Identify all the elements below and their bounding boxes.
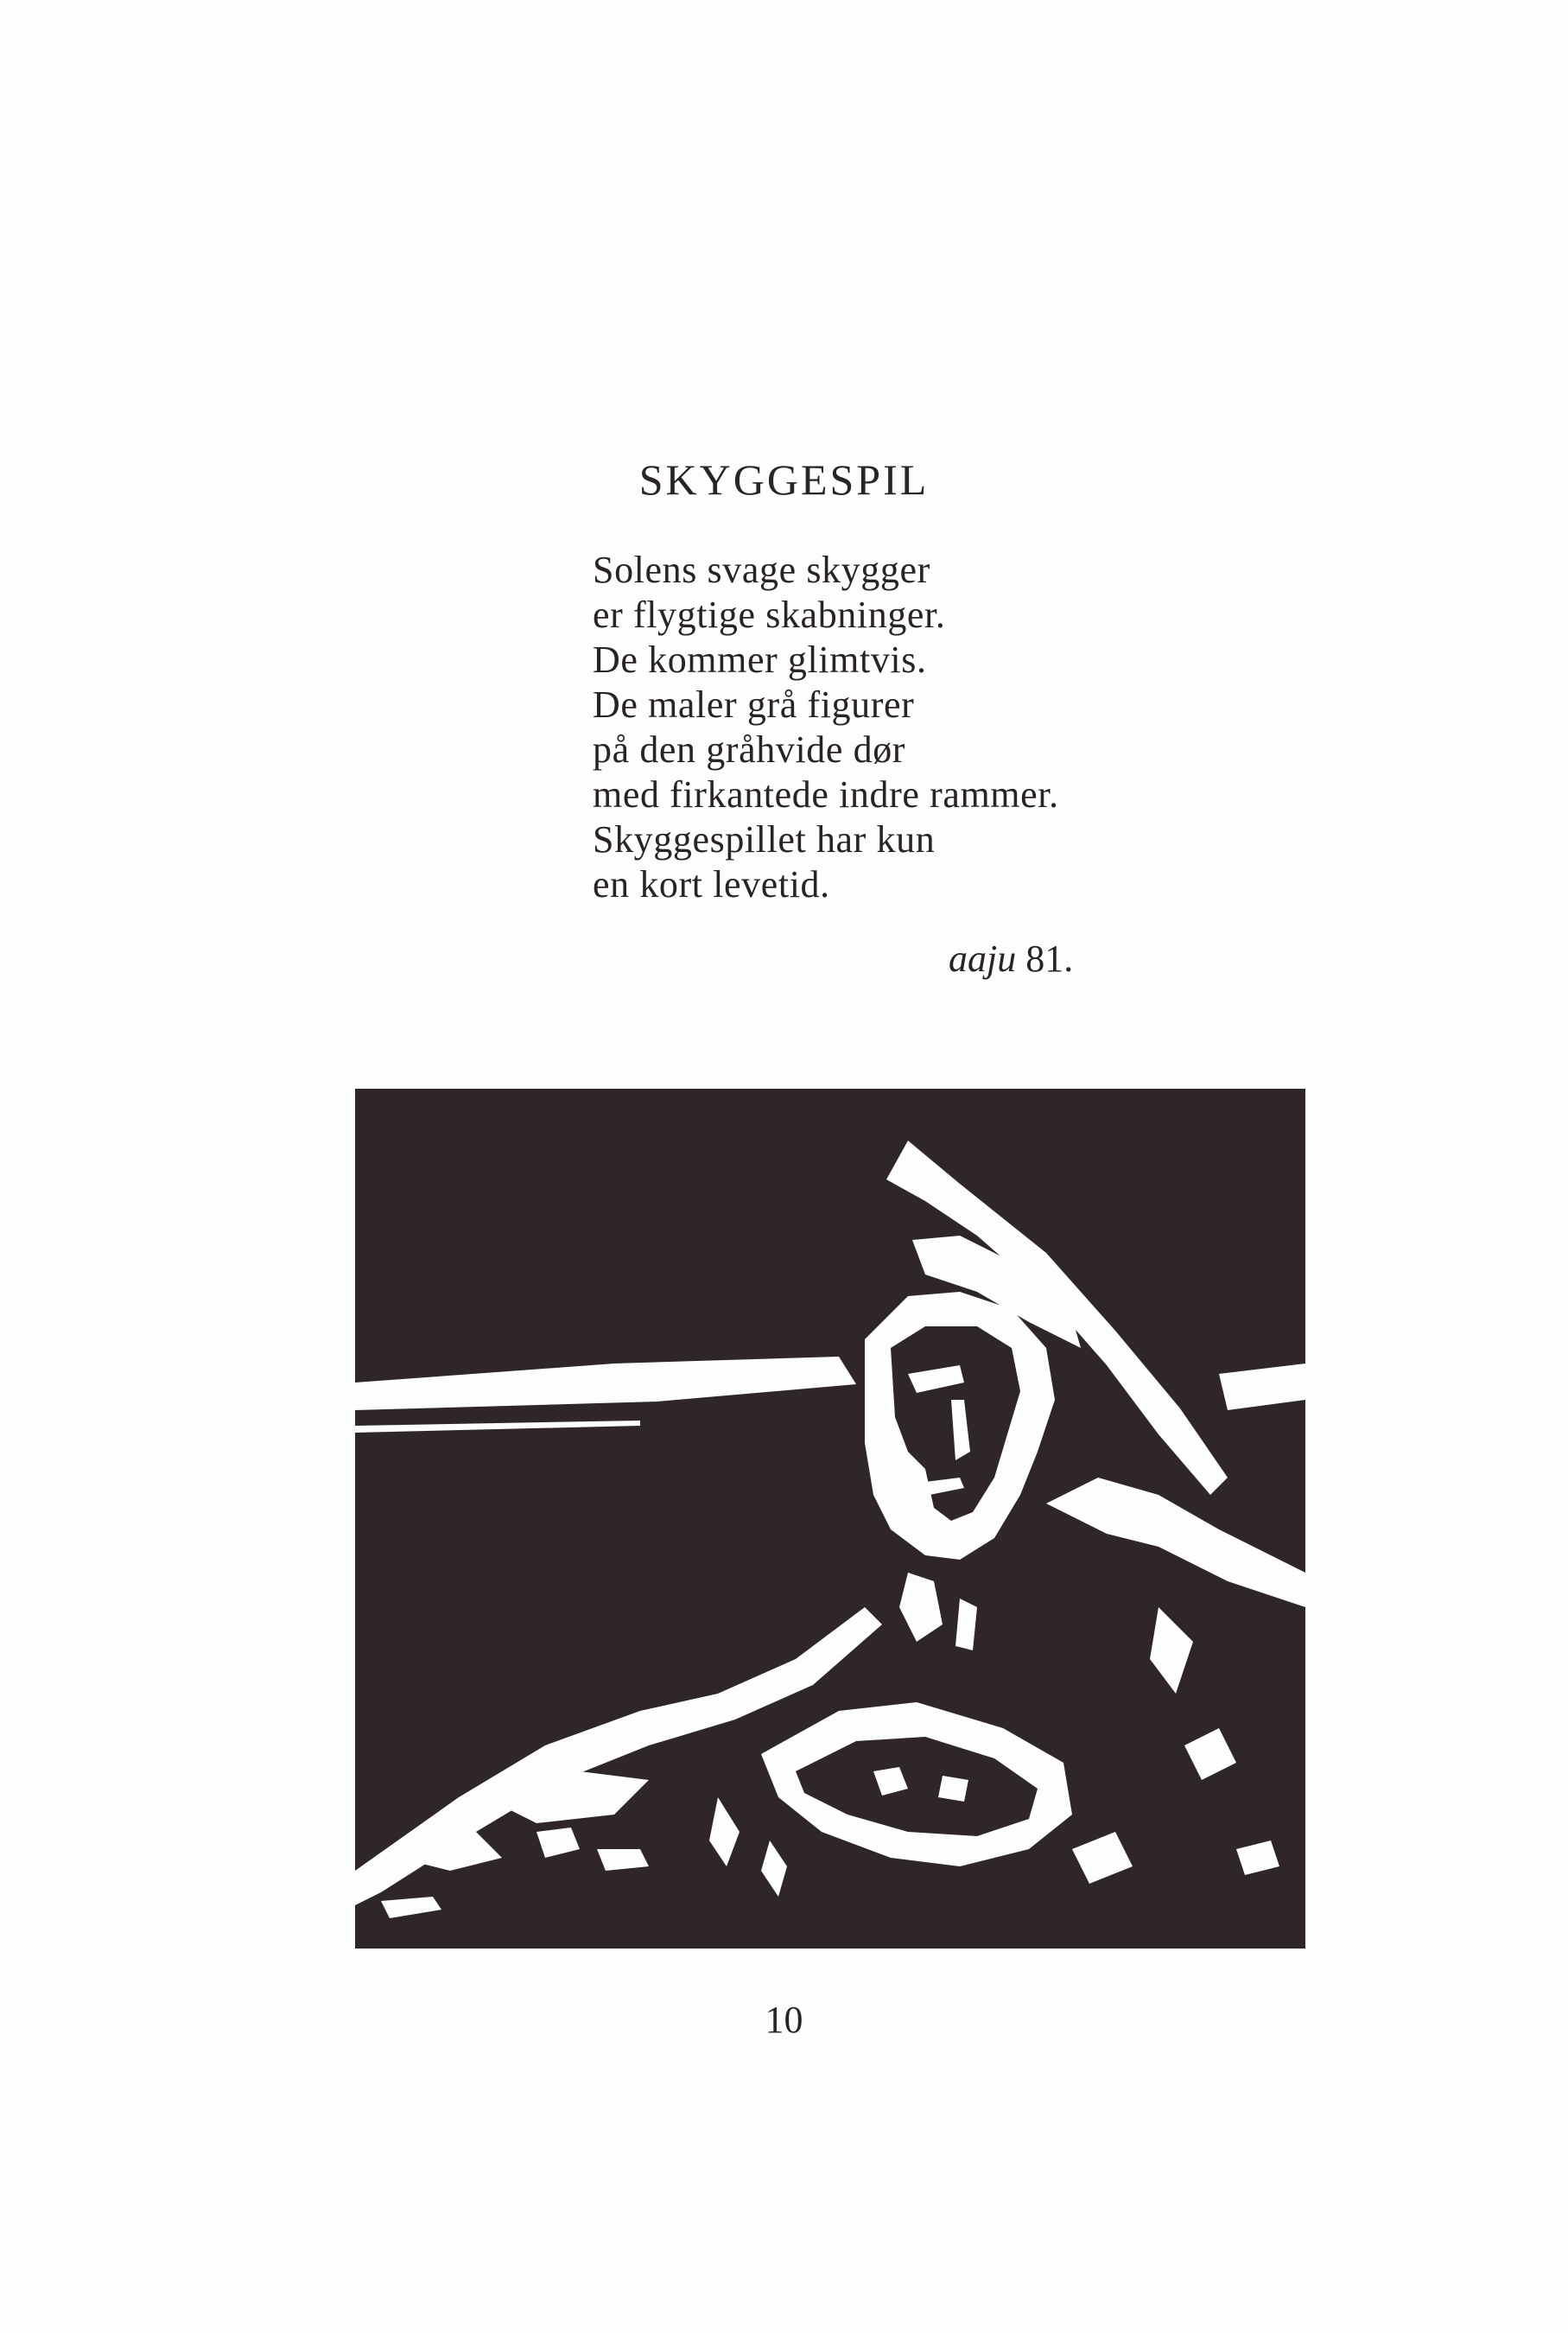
poem-line: Solens svage skygger (593, 549, 930, 591)
poem-line: Skyggespillet har kun (593, 818, 936, 861)
signature-name: aaju (949, 938, 1017, 980)
linocut-image (355, 1089, 1305, 1948)
page-number: 10 (765, 1999, 803, 2041)
poem-line: er flygtige skabninger. (593, 594, 946, 636)
poem-body (593, 548, 1215, 907)
poem-line: De kommer glimtvis. (593, 639, 927, 681)
signature-year: 81. (1025, 938, 1074, 980)
poem-line: en kort levetid. (593, 863, 830, 906)
poem-title: SKYGGESPIL (638, 455, 930, 504)
poem-line: på den gråhvide dør (593, 728, 906, 771)
hand-mark-2 (938, 1776, 968, 1802)
author-signature (949, 937, 1073, 982)
linocut-illustration (355, 1089, 1305, 1948)
poem-line: De maler grå figurer (593, 683, 915, 726)
poem-line: med firkantede indre rammer. (593, 773, 1059, 816)
